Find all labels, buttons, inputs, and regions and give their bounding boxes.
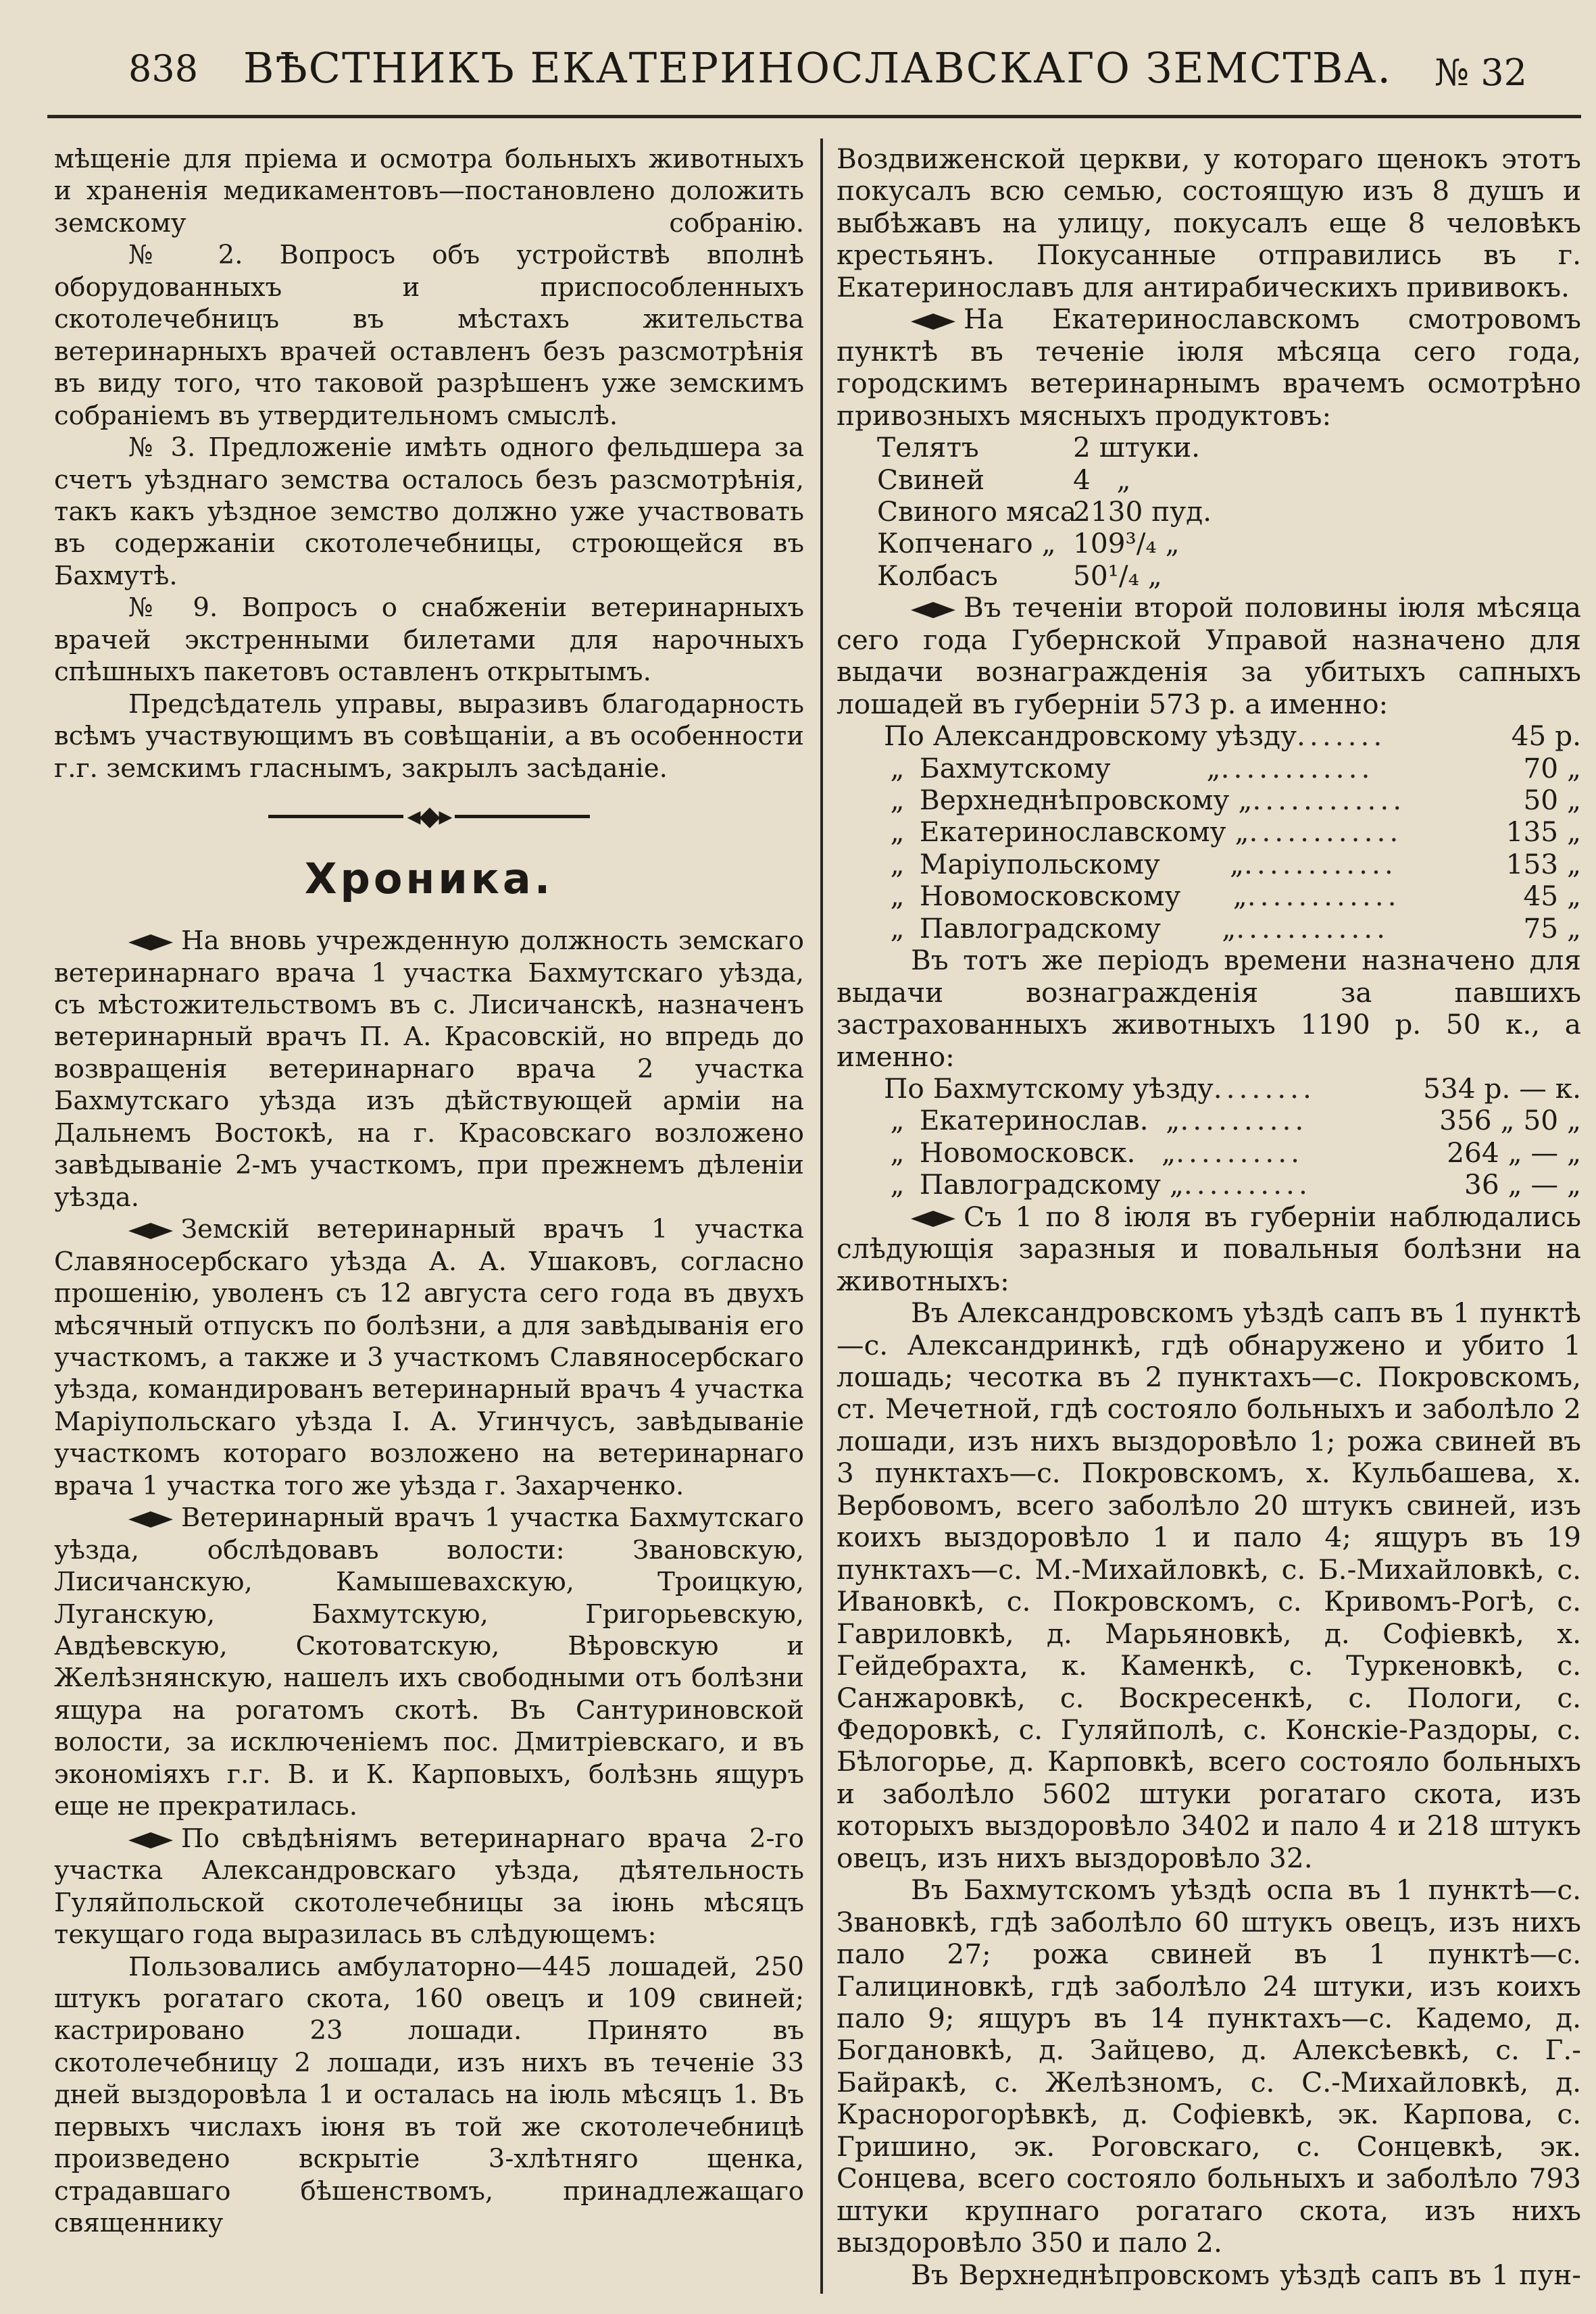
insured-compensation-table: [884, 1073, 1581, 1201]
table-row: „ Маріупольскому „ ............ 153 „: [890, 847, 1581, 880]
news-item: Съ 1 по 8 іюля въ губерніи наблюдались слѣдующія заразныя и повальныя болѣзни на животныхъ:: [837, 1200, 1581, 1297]
paragraph: № 9. Вопросъ о снабженіи ветеринарныхъ врачей экстренными билетами для нарочныхъ спѣшныхъ пакетовъ оставленъ открытымъ.: [54, 593, 804, 688]
bullet-mark-icon: [911, 313, 955, 330]
table-row: „ Екатеринославскому „ ............ 135 „: [890, 815, 1581, 849]
table-row: „ Павлоградскому „ ............ 75 „: [890, 911, 1581, 945]
table-row: „ Екатеринослав. „ .......... 356 „ 50 „: [890, 1104, 1581, 1137]
paragraph: Въ Бахмутскомъ уѣздѣ оспа въ 1 пунктѣ—с. Звановкѣ, гдѣ заболѣло 60 штукъ овецъ, изъ нихъ пало 27; рожа свиней въ 1 пунктѣ—с. Галициновкѣ, гдѣ заболѣло 24 штуки, изъ коихъ пало 9; ящуръ въ 14 пунктахъ—с. Кадемо, д. Богдановкѣ, д. Зайцево, д. Алексѣевкѣ, с. Г.-Байракѣ, с. Желѣзномъ, с. С.-Михайловкѣ, д. Краснорогорѣвкѣ, д. Софіевкѣ, эк. Карпова, с. Гришино, эк. Роговскаго, с. Сонцевкѣ, эк. Сонцева, всего состояло больныхъ и заболѣло 793 штуки крупнаго рогатаго скота, изъ нихъ выздоровѣло 350 и пало 2.: [837, 1873, 1581, 2259]
paragraph: № 3. Предложеніе имѣть одного фельдшера за счетъ уѣзднаго земства осталось безъ разсмотрѣнія, такъ какъ уѣздное земство должно уже участвовать въ содержаніи скотолечебницы, строющейся въ Бахмутѣ.: [54, 432, 804, 591]
bullet-mark-icon: [128, 1223, 173, 1239]
paragraph: Пользовались амбулаторно—445 лошадей, 250 штукъ рогатаго скота, 160 овецъ и 109 свиней; кастрировано 23 лошади. Принято въ скотолечебницу 2 лошади, изъ нихъ въ теченіе 33 дней выздоровѣла 1 и осталась на іюль мѣсяцъ 1. Въ первыхъ числахъ іюня въ той же скотолечебницѣ произведено вскрытіе 3-хлѣтняго щенка, страдавшаго бѣшенствомъ, принадлежащаго священнику: [54, 1951, 804, 2239]
header-rule: [47, 115, 1581, 118]
paragraph: Предсѣдатель управы, выразивъ благодарность всѣмъ участвующимъ въ совѣщаніи, а въ особенности г.г. земскимъ гласнымъ, закрылъ засѣданіе.: [54, 688, 804, 784]
news-item: По свѣдѣніямъ ветеринарнаго врача 2-го участка Александровскаго уѣзда, дѣятельность Гуляйпольской скотолечебницы за іюнь мѣсяцъ текущаго года выразилась въ слѣдующемъ:: [54, 1823, 804, 1951]
paragraph: № 2. Вопросъ объ устройствѣ вполнѣ оборудованныхъ и приспособленныхъ скотолечебницъ въ мѣстахъ жительства ветеринарныхъ врачей оставленъ безъ разсмотрѣнія въ виду того, что таковой разрѣшенъ уже земскимъ собраніемъ въ утвердительномъ смыслѣ.: [54, 240, 804, 431]
list-item: Колбасъ 50¹/₄ „: [877, 559, 1162, 592]
paragraph: Въ Верхнеднѣпровскомъ уѣздѣ сапъ въ 1 пун-: [911, 2258, 1581, 2291]
right-column: [837, 143, 1581, 2291]
list-item: Телятъ 2 штуки.: [877, 431, 1201, 464]
table-row: „ Новомосковск. „ .......... 264 „ — „: [890, 1136, 1581, 1169]
bullet-mark-icon: [128, 1511, 173, 1528]
table-row: „ Павлоградскому „ .......... 36 „ — „: [890, 1168, 1581, 1201]
left-column: [54, 143, 804, 2240]
list-item: Свиней 4 „: [877, 463, 1131, 496]
horse-compensation-table: [884, 720, 1581, 945]
bullet-mark-icon: [911, 1211, 955, 1227]
journal-title: ВѢСТНИКЪ ЕКАТЕРИНОСЛАВСКАГО ЗЕМСТВА.: [243, 43, 1393, 93]
issue-number: № 32: [1435, 51, 1527, 94]
list-item: Копченаго „ 109³/₄ „: [877, 527, 1180, 560]
news-item: На Екатеринославскомъ смотровомъ пунктѣ въ теченіе іюля мѣсяца сего года, городскимъ ветеринарнымъ врачемъ осмотрѣно привозныхъ мясныхъ продуктовъ:: [837, 303, 1581, 432]
page-number: 838: [128, 47, 199, 90]
paragraph: Воздвиженской церкви, у котораго щенокъ этотъ покусалъ всю семью, состоящую изъ 8 душъ и выбѣжавъ на улицу, покусалъ еще 8 человѣкъ крестьянъ. Покусанные отправились въ г. Екатеринославъ для антирабическихъ прививокъ.: [837, 143, 1581, 303]
bullet-mark-icon: [128, 934, 173, 951]
news-item: Въ теченіи второй половины іюля мѣсяца сего года Губернской Управой назначено для выдачи вознагражденія за убитыхъ сапныхъ лошадей въ губерніи 573 р. а именно:: [837, 591, 1581, 720]
page-header: [101, 34, 1534, 108]
news-item: Земскій ветеринарный врачъ 1 участка Славяносербскаго уѣзда А. А. Ушаковъ, согласно прошенію, уволенъ съ 12 августа сего года въ двухъ мѣсячный отпускъ по болѣзни, а для завѣдыванія его участкомъ, а также и 3 участкомъ Славяносербскаго уѣзда, командированъ ветеринарный врачъ 4 участка Маріупольскаго уѣзда І. А. Угинчусъ, завѣдываніе участкомъ котораго возложено на ветеринарнаго врача 1 участка того же уѣзда г. Захарченко.: [54, 1214, 804, 1501]
news-item: На вновь учрежденную должность земскаго ветеринарнаго врача 1 участка Бахмутскаго уѣзда, съ мѣстожительствомъ въ с. Лисичанскѣ, назначенъ ветеринарный врачъ П. А. Красовскій, но впредь до возвращенія ветеринарнаго врача 2 участка Бахмутскаго уѣзда изъ дѣйствующей арміи на Дальнемъ Востокѣ, на г. Красовскаго возложено завѣдываніе 2-мъ участкомъ, при прежнемъ дѣленіи уѣзда.: [54, 926, 804, 1213]
news-item: Ветеринарный врачъ 1 участка Бахмутскаго уѣзда, обслѣдовавъ волости: Звановскую, Лисичанскую, Камышевахскую, Троицкую, Луганскую, Бахмутскую, Григорьевскую, Авдѣевскую, Скотоватскую, Вѣровскую и Желѣзнянскую, нашелъ ихъ свободными отъ болѣзни ящура на рогатомъ скотѣ. Въ Сантуриновской волости, за исключеніемъ пос. Дмитріевскаго, и въ экономіяхъ г.г. В. и К. Карповыхъ, болѣзнь ящуръ еще не прекратилась.: [54, 1503, 804, 1822]
paragraph: Въ Александровскомъ уѣздѣ сапъ въ 1 пунктѣ—с. Александринкѣ, гдѣ обнаружено и убито 1 лошадь; чесотка въ 2 пунктахъ—с. Покровскомъ, ст. Мечетной, гдѣ состояло больныхъ и заболѣло 2 лошади, изъ нихъ выздоровѣло 1; рожа свиней въ 3 пунктахъ—с. Покровскомъ, х. Кульбашева, х. Вербовомъ, всего заболѣло 20 штукъ свиней, изъ коихъ выздоровѣло 1 и пало 4; ящуръ въ 19 пунктахъ—с. М.-Михайловкѣ, с. Б.-Михайловкѣ, с. Ивановкѣ, с. Покровскомъ, с. Кривомъ-Рогѣ, с. Гавриловкѣ, д. Марьяновкѣ, д. Софіевкѣ, х. Гейдебрахта, к. Каменкѣ, с. Туркеновкѣ, с. Санжаровкѣ, с. Воскресенкѣ, с. Пологи, с. Федоровкѣ, с. Гуляйполѣ, с. Конскіе-Раздоры, с. Бѣлогорье, д. Карповкѣ, всего состояло больныхъ и заболѣло 5602 штуки рогатаго скота, изъ которыхъ выздоровѣло 3402 и пало 4 и 218 штукъ овецъ, изъ нихъ выздоровѣло 32.: [837, 1297, 1581, 1874]
section-heading: Хроника.: [304, 854, 554, 904]
list-item: Свиного мяса 2130 пуд.: [877, 495, 1212, 528]
meat-products-list: [837, 432, 1581, 592]
column-divider: [820, 139, 823, 2294]
table-row: По Бахмутскому уѣзду ........ 534 р. — к.: [884, 1072, 1581, 1105]
table-row: „ Новомосковскому „ ............ 45 „: [890, 880, 1581, 913]
table-row: „ Бахмутскому „ ............ 70 „: [890, 751, 1581, 784]
section-ornament: ◂◆▸: [54, 790, 804, 838]
paragraph: мѣщеніе для пріема и осмотра больныхъ животныхъ и храненія медикаментовъ—постановлено доложить земскому собранію.: [54, 144, 804, 238]
paragraph: Въ тотъ же періодъ времени назначено для выдачи вознагражденія за павшихъ застрахованныхъ животныхъ 1190 р. 50 к., а именно:: [837, 944, 1581, 1073]
bullet-mark-icon: [128, 1832, 173, 1848]
bullet-mark-icon: [911, 602, 955, 618]
table-row: „ Верхнеднѣпровскому „ ............ 50 „: [890, 783, 1581, 816]
table-row: По Александровскому уѣзду ....... 45 р.: [884, 720, 1581, 753]
